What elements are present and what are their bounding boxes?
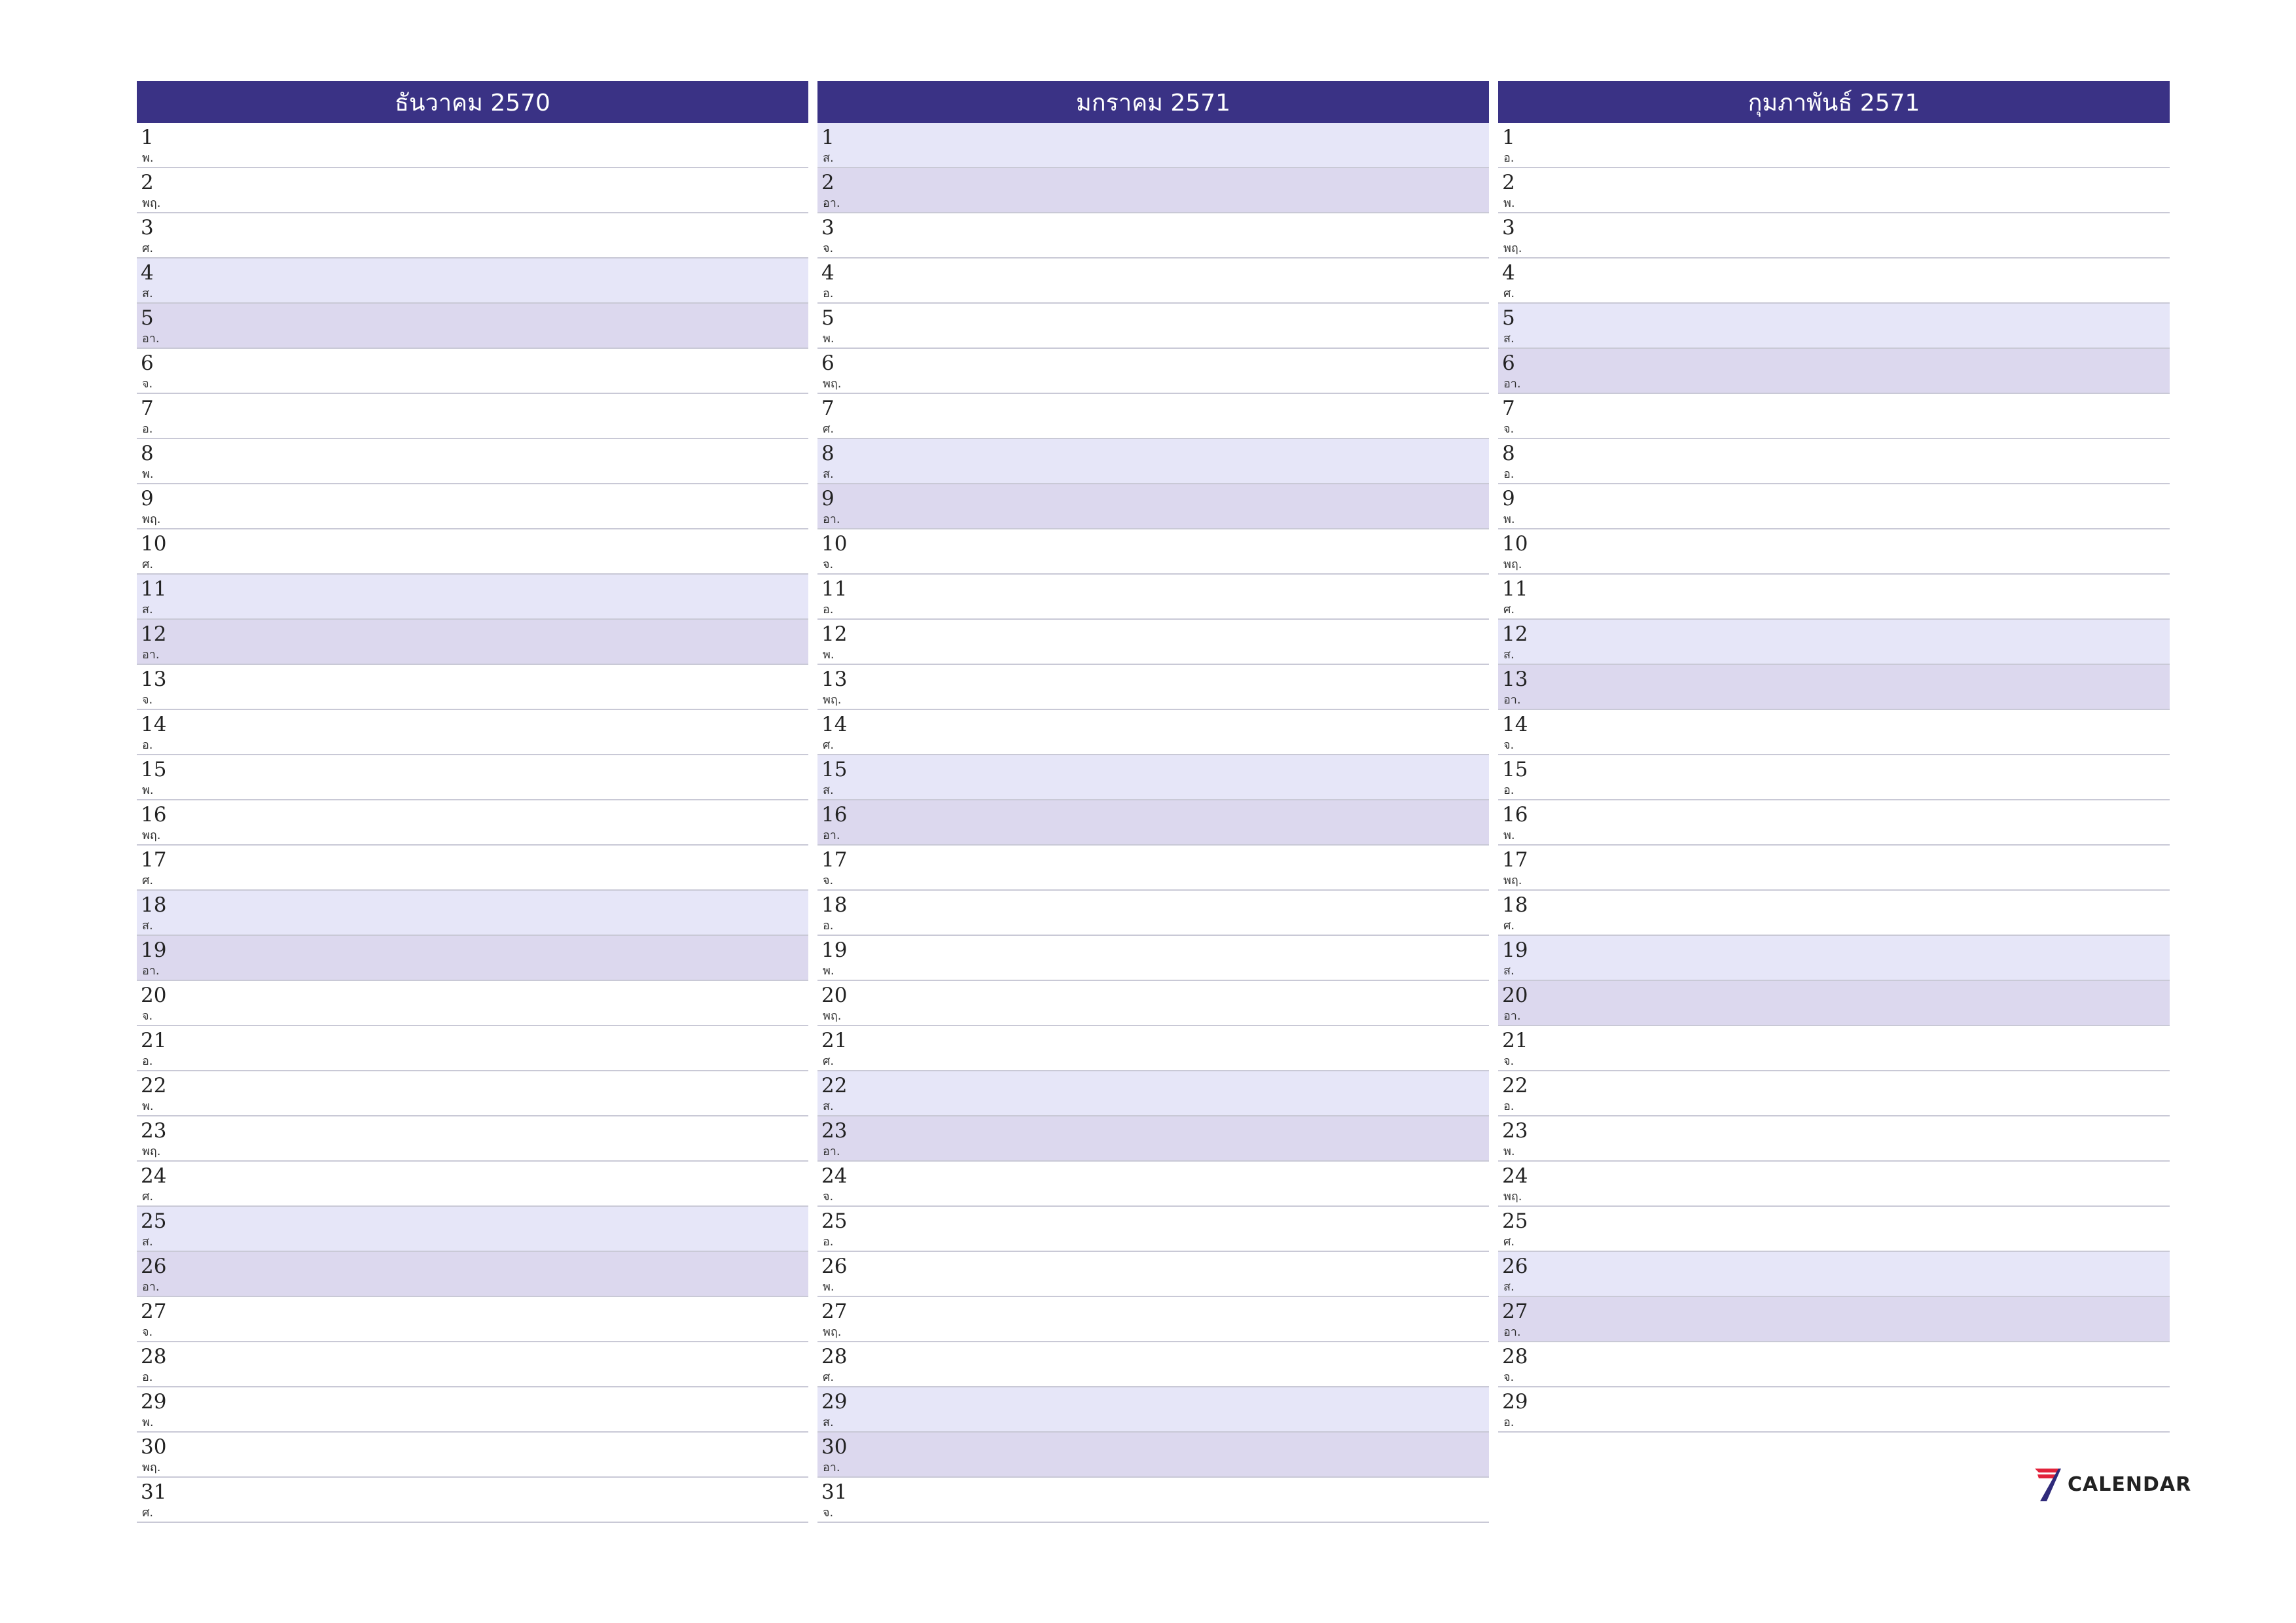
day-row xyxy=(1498,1207,2170,1252)
day-number: 5 xyxy=(141,306,154,330)
day-weekday: พฤ. xyxy=(1503,558,1522,571)
day-number: 27 xyxy=(1502,1300,1528,1323)
day-weekday: อ. xyxy=(142,1054,153,1068)
day-number: 22 xyxy=(1502,1074,1528,1097)
day-weekday: อา. xyxy=(142,332,160,346)
day-weekday: พ. xyxy=(142,151,154,165)
day-number: 2 xyxy=(141,171,154,194)
day-number: 20 xyxy=(1502,984,1528,1007)
day-weekday: ศ. xyxy=(1503,919,1515,933)
day-number: 19 xyxy=(141,938,167,962)
day-number: 15 xyxy=(1502,758,1528,781)
day-number: 18 xyxy=(141,893,167,917)
day-number: 14 xyxy=(141,713,167,736)
day-weekday: จ. xyxy=(142,377,153,391)
day-number: 13 xyxy=(141,668,167,691)
day-weekday: พฤ. xyxy=(1503,874,1522,887)
day-number: 10 xyxy=(1502,532,1528,556)
day-row xyxy=(137,1026,808,1071)
day-number: 3 xyxy=(1502,216,1515,240)
day-row xyxy=(137,575,808,620)
day-weekday: พฤ. xyxy=(823,1009,842,1023)
day-number: 11 xyxy=(821,577,848,601)
day-weekday: ศ. xyxy=(142,1190,154,1204)
day-weekday: อ. xyxy=(823,919,834,933)
day-weekday: อ. xyxy=(1503,151,1515,165)
day-number: 23 xyxy=(141,1119,167,1143)
day-number: 24 xyxy=(821,1164,848,1188)
day-weekday: อา. xyxy=(823,512,840,526)
day-row xyxy=(137,665,808,710)
day-number: 8 xyxy=(821,442,834,465)
day-weekday: ศ. xyxy=(823,1370,834,1384)
day-row xyxy=(817,394,1489,439)
month-column xyxy=(817,81,1489,1523)
month-header: กุมภาพันธ์ 2571 xyxy=(1498,81,2170,123)
day-row xyxy=(817,168,1489,213)
month-column xyxy=(137,81,808,1523)
day-weekday: อา. xyxy=(1503,1325,1521,1339)
day-weekday: อ. xyxy=(1503,467,1515,481)
day-row xyxy=(817,123,1489,168)
day-number: 20 xyxy=(141,984,167,1007)
day-row xyxy=(137,213,808,259)
month-column xyxy=(1498,81,2170,1523)
day-number: 18 xyxy=(1502,893,1528,917)
day-number: 9 xyxy=(1502,487,1515,510)
day-number: 4 xyxy=(821,261,834,285)
day-weekday: ส. xyxy=(823,1416,834,1429)
day-number: 6 xyxy=(141,351,154,375)
day-number: 14 xyxy=(821,713,848,736)
day-row xyxy=(817,665,1489,710)
day-row xyxy=(137,1207,808,1252)
day-weekday: พฤ. xyxy=(1503,241,1522,255)
day-weekday: ศ. xyxy=(823,422,834,436)
day-weekday: ส. xyxy=(823,151,834,165)
day-weekday: พฤ. xyxy=(142,512,161,526)
day-row xyxy=(1498,710,2170,755)
day-number: 29 xyxy=(1502,1390,1528,1414)
day-weekday: ส. xyxy=(142,603,153,616)
day-number: 17 xyxy=(141,848,167,872)
day-weekday: อา. xyxy=(823,1461,840,1474)
day-weekday: อ. xyxy=(823,603,834,616)
day-weekday: จ. xyxy=(1503,1054,1515,1068)
day-row xyxy=(817,800,1489,846)
day-number: 9 xyxy=(821,487,834,510)
day-weekday: จ. xyxy=(823,1190,834,1204)
day-row xyxy=(817,259,1489,304)
day-row xyxy=(137,981,808,1026)
day-number: 9 xyxy=(141,487,154,510)
day-weekday: จ. xyxy=(1503,422,1515,436)
day-row xyxy=(1498,123,2170,168)
day-weekday: ศ. xyxy=(823,1054,834,1068)
day-number: 22 xyxy=(821,1074,848,1097)
day-number: 28 xyxy=(821,1345,848,1368)
day-number: 16 xyxy=(821,803,848,827)
day-weekday: พ. xyxy=(823,648,834,662)
day-number: 27 xyxy=(141,1300,167,1323)
day-row xyxy=(137,1387,808,1433)
day-weekday: พ. xyxy=(1503,829,1515,842)
day-row xyxy=(137,1162,808,1207)
day-row xyxy=(1498,1026,2170,1071)
day-weekday: ส. xyxy=(1503,1280,1515,1294)
day-row xyxy=(817,981,1489,1026)
day-row xyxy=(1498,1252,2170,1297)
day-row xyxy=(1498,484,2170,529)
day-row xyxy=(137,620,808,665)
day-row xyxy=(137,123,808,168)
day-weekday: จ. xyxy=(823,874,834,887)
day-row xyxy=(817,1116,1489,1162)
day-number: 28 xyxy=(141,1345,167,1368)
day-row xyxy=(1498,665,2170,710)
day-number: 24 xyxy=(141,1164,167,1188)
day-row xyxy=(817,936,1489,981)
day-row xyxy=(1498,1387,2170,1433)
day-row xyxy=(137,1433,808,1478)
day-row xyxy=(137,168,808,213)
day-row xyxy=(1498,439,2170,484)
day-row xyxy=(817,891,1489,936)
day-weekday: ศ. xyxy=(1503,287,1515,300)
day-number: 31 xyxy=(821,1480,848,1504)
day-weekday: อ. xyxy=(142,1370,153,1384)
day-row xyxy=(817,755,1489,800)
day-row xyxy=(817,1387,1489,1433)
day-row xyxy=(817,1071,1489,1116)
day-row xyxy=(137,846,808,891)
day-row xyxy=(137,1478,808,1523)
seven-logo-icon xyxy=(2032,1466,2061,1503)
day-number: 18 xyxy=(821,893,848,917)
day-weekday: ศ. xyxy=(142,241,154,255)
day-weekday: อา. xyxy=(1503,377,1521,391)
day-weekday: อ. xyxy=(1503,1099,1515,1113)
day-number: 21 xyxy=(821,1029,848,1052)
day-row xyxy=(1498,1297,2170,1342)
day-number: 8 xyxy=(141,442,154,465)
day-number: 24 xyxy=(1502,1164,1528,1188)
day-number: 7 xyxy=(141,397,154,420)
day-weekday: พฤ. xyxy=(142,829,161,842)
day-weekday: จ. xyxy=(823,1506,834,1520)
day-number: 11 xyxy=(141,577,167,601)
day-weekday: ส. xyxy=(823,467,834,481)
day-row xyxy=(817,620,1489,665)
day-row xyxy=(1498,755,2170,800)
day-weekday: จ. xyxy=(823,241,834,255)
day-number: 16 xyxy=(1502,803,1528,827)
day-row xyxy=(1498,846,2170,891)
day-row xyxy=(137,439,808,484)
day-weekday: จ. xyxy=(823,558,834,571)
day-weekday: อ. xyxy=(142,738,153,752)
day-row xyxy=(817,484,1489,529)
day-weekday: ศ. xyxy=(1503,1235,1515,1249)
day-row xyxy=(1498,529,2170,575)
day-row xyxy=(817,1342,1489,1387)
day-number: 25 xyxy=(141,1209,167,1233)
day-row xyxy=(1498,1342,2170,1387)
day-row xyxy=(1498,936,2170,981)
day-number: 6 xyxy=(821,351,834,375)
day-row xyxy=(137,1116,808,1162)
day-weekday: พฤ. xyxy=(142,196,161,210)
day-weekday: ศ. xyxy=(142,874,154,887)
day-weekday: พฤ. xyxy=(823,377,842,391)
day-weekday: ส. xyxy=(1503,648,1515,662)
day-weekday: อา. xyxy=(823,196,840,210)
day-row xyxy=(137,1297,808,1342)
day-number: 7 xyxy=(821,397,834,420)
day-weekday: ส. xyxy=(142,1235,153,1249)
day-row xyxy=(1498,800,2170,846)
day-weekday: พ. xyxy=(142,783,154,797)
day-number: 26 xyxy=(821,1255,848,1278)
day-row xyxy=(1498,1071,2170,1116)
day-row xyxy=(1498,259,2170,304)
day-row xyxy=(817,1252,1489,1297)
day-weekday: พ. xyxy=(823,964,834,978)
day-weekday: พฤ. xyxy=(823,693,842,707)
day-number: 26 xyxy=(141,1255,167,1278)
day-row xyxy=(137,394,808,439)
day-row xyxy=(137,349,808,394)
day-number: 3 xyxy=(141,216,154,240)
day-weekday: พ. xyxy=(142,1416,154,1429)
day-number: 28 xyxy=(1502,1345,1528,1368)
month-header: ธันวาคม 2570 xyxy=(137,81,808,123)
calendar-months xyxy=(137,81,2170,1523)
day-number: 16 xyxy=(141,803,167,827)
day-row xyxy=(817,575,1489,620)
day-row xyxy=(1498,349,2170,394)
day-number: 5 xyxy=(821,306,834,330)
day-row xyxy=(137,710,808,755)
day-weekday: พฤ. xyxy=(1503,1190,1522,1204)
day-weekday: อ. xyxy=(823,287,834,300)
day-number: 2 xyxy=(1502,171,1515,194)
day-number: 10 xyxy=(141,532,167,556)
day-weekday: อา. xyxy=(823,829,840,842)
day-number: 15 xyxy=(141,758,167,781)
day-number: 29 xyxy=(141,1390,167,1414)
day-row xyxy=(137,800,808,846)
day-weekday: ส. xyxy=(142,919,153,933)
day-row xyxy=(137,259,808,304)
day-number: 6 xyxy=(1502,351,1515,375)
day-weekday: อา. xyxy=(142,1280,160,1294)
day-row xyxy=(1498,891,2170,936)
day-weekday: ส. xyxy=(823,1099,834,1113)
day-number: 29 xyxy=(821,1390,848,1414)
day-row xyxy=(1498,575,2170,620)
day-number: 22 xyxy=(141,1074,167,1097)
day-number: 4 xyxy=(141,261,154,285)
day-number: 8 xyxy=(1502,442,1515,465)
logo-text: CALENDAR xyxy=(2068,1472,2192,1496)
day-number: 17 xyxy=(821,848,848,872)
day-number: 14 xyxy=(1502,713,1528,736)
day-weekday: จ. xyxy=(1503,738,1515,752)
day-number: 4 xyxy=(1502,261,1515,285)
day-row xyxy=(817,213,1489,259)
day-number: 21 xyxy=(1502,1029,1528,1052)
day-row xyxy=(1498,1116,2170,1162)
day-number: 19 xyxy=(1502,938,1528,962)
day-row xyxy=(137,1252,808,1297)
day-number: 13 xyxy=(821,668,848,691)
day-row xyxy=(817,1433,1489,1478)
day-row xyxy=(817,1162,1489,1207)
day-weekday: พ. xyxy=(142,467,154,481)
day-weekday: อ. xyxy=(1503,783,1515,797)
day-number: 20 xyxy=(821,984,848,1007)
day-number: 30 xyxy=(141,1435,167,1459)
day-row xyxy=(817,1478,1489,1523)
day-number: 3 xyxy=(821,216,834,240)
day-weekday: ส. xyxy=(1503,332,1515,346)
day-number: 12 xyxy=(141,622,167,646)
day-row xyxy=(817,1207,1489,1252)
day-number: 1 xyxy=(141,126,154,149)
day-weekday: ศ. xyxy=(823,738,834,752)
day-number: 30 xyxy=(821,1435,848,1459)
day-weekday: พฤ. xyxy=(142,1145,161,1158)
day-weekday: อา. xyxy=(1503,693,1521,707)
day-weekday: พ. xyxy=(142,1099,154,1113)
brand-logo xyxy=(2032,1466,2191,1503)
day-row xyxy=(817,529,1489,575)
day-row xyxy=(817,1297,1489,1342)
day-number: 5 xyxy=(1502,306,1515,330)
day-row xyxy=(1498,620,2170,665)
day-weekday: พฤ. xyxy=(142,1461,161,1474)
day-number: 21 xyxy=(141,1029,167,1052)
day-number: 10 xyxy=(821,532,848,556)
day-row xyxy=(817,1026,1489,1071)
day-weekday: จ. xyxy=(142,693,153,707)
day-weekday: จ. xyxy=(142,1009,153,1023)
day-weekday: จ. xyxy=(142,1325,153,1339)
day-row xyxy=(1498,304,2170,349)
day-weekday: พ. xyxy=(823,1280,834,1294)
day-weekday: พฤ. xyxy=(823,1325,842,1339)
day-weekday: ศ. xyxy=(142,558,154,571)
day-weekday: พ. xyxy=(1503,512,1515,526)
day-row xyxy=(1498,1162,2170,1207)
day-number: 1 xyxy=(821,126,834,149)
day-row xyxy=(817,439,1489,484)
day-row xyxy=(137,1071,808,1116)
day-weekday: พ. xyxy=(823,332,834,346)
day-number: 15 xyxy=(821,758,848,781)
day-row xyxy=(1498,981,2170,1026)
day-number: 26 xyxy=(1502,1255,1528,1278)
day-row xyxy=(137,484,808,529)
day-row xyxy=(137,304,808,349)
day-weekday: อ. xyxy=(1503,1416,1515,1429)
day-number: 17 xyxy=(1502,848,1528,872)
day-weekday: อา. xyxy=(1503,1009,1521,1023)
day-number: 31 xyxy=(141,1480,167,1504)
day-number: 13 xyxy=(1502,668,1528,691)
day-weekday: ศ. xyxy=(142,1506,154,1520)
day-number: 23 xyxy=(821,1119,848,1143)
day-weekday: พ. xyxy=(1503,1145,1515,1158)
day-weekday: ศ. xyxy=(1503,603,1515,616)
day-weekday: อา. xyxy=(142,964,160,978)
day-row xyxy=(1498,213,2170,259)
day-number: 25 xyxy=(821,1209,848,1233)
day-weekday: ส. xyxy=(142,287,153,300)
day-row xyxy=(137,755,808,800)
day-row xyxy=(137,891,808,936)
day-row xyxy=(817,846,1489,891)
day-row xyxy=(817,710,1489,755)
month-header: มกราคม 2571 xyxy=(817,81,1489,123)
day-weekday: อา. xyxy=(823,1145,840,1158)
day-number: 23 xyxy=(1502,1119,1528,1143)
day-number: 19 xyxy=(821,938,848,962)
day-number: 12 xyxy=(1502,622,1528,646)
day-row xyxy=(1498,168,2170,213)
day-number: 2 xyxy=(821,171,834,194)
day-row xyxy=(1498,394,2170,439)
day-number: 1 xyxy=(1502,126,1515,149)
day-number: 12 xyxy=(821,622,848,646)
day-number: 25 xyxy=(1502,1209,1528,1233)
day-row xyxy=(137,1342,808,1387)
day-number: 7 xyxy=(1502,397,1515,420)
day-weekday: พ. xyxy=(1503,196,1515,210)
day-weekday: อา. xyxy=(142,648,160,662)
day-weekday: อ. xyxy=(142,422,153,436)
day-row xyxy=(137,936,808,981)
day-number: 27 xyxy=(821,1300,848,1323)
day-row xyxy=(137,529,808,575)
day-weekday: จ. xyxy=(1503,1370,1515,1384)
day-row xyxy=(817,349,1489,394)
day-weekday: ส. xyxy=(823,783,834,797)
day-row xyxy=(817,304,1489,349)
day-number: 11 xyxy=(1502,577,1528,601)
day-weekday: ส. xyxy=(1503,964,1515,978)
day-weekday: อ. xyxy=(823,1235,834,1249)
